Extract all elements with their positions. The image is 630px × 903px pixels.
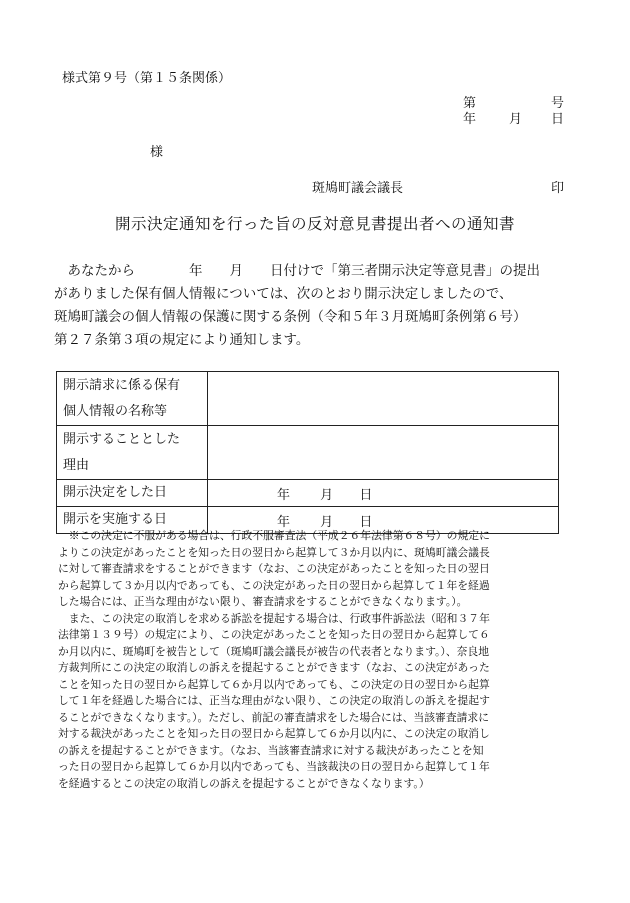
note-line: よりこの決定があったことを知った日の翌日から起算して３か月以内に、斑鳩町議会議長 xyxy=(58,545,490,559)
note-line: 方裁判所にこの決定の取消しの訴えを提起することができます（なお、この決定があった xyxy=(58,661,490,674)
doc-number-suffix: 号 xyxy=(551,96,565,111)
issue-date-day: 日 xyxy=(551,112,565,127)
table-row xyxy=(57,372,559,426)
note-line: した場合には、正当な理由がない限り、審査請求をすることができなくなります。）。 xyxy=(58,595,468,608)
appeal-notes xyxy=(58,528,574,792)
implementation-date-value: 年 月 日 xyxy=(208,507,559,534)
body-line: 斑鳩町議会の個人情報の保護に関する条例（令和５年３月斑鳩町条例第６号） xyxy=(54,309,527,325)
note-line: 対する裁決があったことを知った日の翌日から起算して６か月以内に、この決定の取消し xyxy=(58,727,490,740)
note-line: また、この決定の取消しを求める訴訟を提起する場合は、行政事件訴訟法（昭和３７年 xyxy=(58,611,490,625)
sender-name: 斑鳩町議会議長 xyxy=(312,181,404,196)
doc-number-prefix: 第 xyxy=(463,96,477,111)
form-number: 様式第９号（第１５条関係） xyxy=(62,71,232,86)
note-line: 法律第１３９号）の規定により、この決定があったことを知った日の翌日から起算して６ xyxy=(58,628,490,641)
decision-date-label: 開示決定をした日 xyxy=(57,480,208,507)
note-line: ことを知った日の翌日から起算して６か月以内であっても、この決定の日の翌日から起算 xyxy=(58,677,490,691)
decision-date-value: 年 月 日 xyxy=(208,480,559,507)
disclosure-table xyxy=(56,371,559,534)
body-line: がありました保有個人情報については、次のとおり開示決定しましたので、 xyxy=(54,286,513,302)
body-line: 第２７条第３項の規定により通知します。 xyxy=(54,332,310,348)
note-line: か月以内に、斑鳩町を被告として（斑鳩町議会議長が被告の代表者となります。）、奈良地 xyxy=(58,644,490,658)
table-row xyxy=(57,480,559,507)
note-line: から起算して３か月以内であっても、この決定があった日の翌日から起算して１年を経過 xyxy=(58,578,490,592)
body-line: あなたから 年 月 日付けで「第三者開示決定等意見書」の提出 xyxy=(54,263,540,279)
implementation-date-label: 開示を実施する日 xyxy=(57,507,208,534)
note-line: った日の翌日から起算して６か月以内であっても、当該裁決の日の翌日から起算して１年 xyxy=(58,760,490,773)
note-line: して１年を経過した場合には、正当な理由がない限り、この決定の取消しの訴えを提起す xyxy=(58,694,490,707)
seal-mark: 印 xyxy=(551,181,565,196)
note-line: の訴えを提起することができます。（なお、当該審査請求に対する裁決があったことを知 xyxy=(58,743,484,757)
addressee-suffix: 様 xyxy=(150,145,164,160)
issue-date-year: 年 xyxy=(463,112,477,127)
table-row xyxy=(57,426,559,480)
reason-value xyxy=(208,426,559,480)
note-line: に対して審査請求をすることができます（なお、この決定があったことを知った日の翌日 xyxy=(58,562,490,575)
requested-info-label: 開示請求に係る保有 個人情報の名称等 xyxy=(57,372,208,426)
issue-date-month: 月 xyxy=(509,112,523,127)
note-line: ることができなくなります。）。ただし、前記の審査請求をした場合には、当該審査請求に xyxy=(58,710,490,724)
notice-body xyxy=(54,260,584,352)
reason-label: 開示することとした 理由 xyxy=(57,426,208,480)
requested-info-value xyxy=(208,372,559,426)
note-line: を経過するとこの決定の取消しの訴えを提起することができなくなります。） xyxy=(58,776,430,790)
note-line: ※この決定に不服がある場合は、行政不服審査法（平成２６年法律第６８号）の規定に xyxy=(58,529,490,542)
document-title: 開示決定通知を行った旨の反対意見書提出者への通知書 xyxy=(114,215,515,233)
